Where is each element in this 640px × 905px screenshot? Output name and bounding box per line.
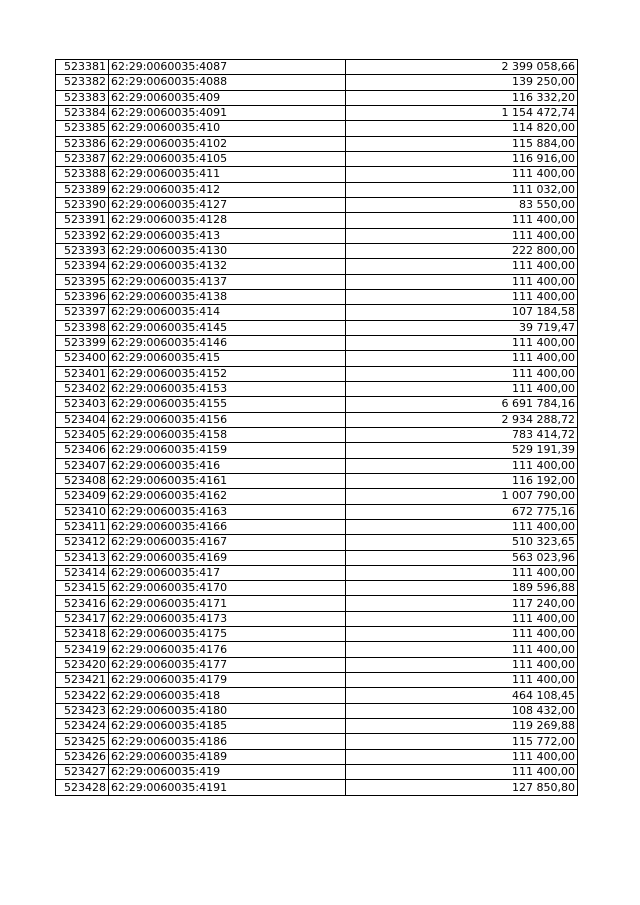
row-number-cell: 523409 [56,489,109,504]
cadastral-number-cell: 62:29:0060035:4176 [109,642,346,657]
value-cell: 111 400,00 [346,335,578,350]
cadastral-number-cell: 62:29:0060035:4159 [109,443,346,458]
value-cell: 117 240,00 [346,596,578,611]
value-cell: 139 250,00 [346,75,578,90]
row-number-cell: 523389 [56,182,109,197]
cadastral-number-cell: 62:29:0060035:412 [109,182,346,197]
table-row [56,596,578,611]
table-row [56,443,578,458]
row-number-cell: 523398 [56,320,109,335]
cadastral-number-cell: 62:29:0060035:4191 [109,780,346,795]
row-number-cell: 523395 [56,274,109,289]
cadastral-number-cell: 62:29:0060035:4132 [109,259,346,274]
table-row [56,274,578,289]
row-number-cell: 523411 [56,519,109,534]
value-cell: 783 414,72 [346,427,578,442]
value-cell: 111 400,00 [346,274,578,289]
table-row [56,182,578,197]
table-row [56,320,578,335]
cadastral-number-cell: 62:29:0060035:4180 [109,703,346,718]
row-number-cell: 523424 [56,719,109,734]
cadastral-number-cell: 62:29:0060035:4177 [109,657,346,672]
table-row [56,719,578,734]
cadastral-number-cell: 62:29:0060035:4127 [109,197,346,212]
value-cell: 111 400,00 [346,749,578,764]
table-row [56,734,578,749]
cadastral-number-cell: 62:29:0060035:4170 [109,581,346,596]
table-row [56,243,578,258]
cadastral-number-cell: 62:29:0060035:4171 [109,596,346,611]
cadastral-number-cell: 62:29:0060035:415 [109,351,346,366]
value-cell: 115 884,00 [346,136,578,151]
row-number-cell: 523397 [56,305,109,320]
cadastral-number-cell: 62:29:0060035:4105 [109,151,346,166]
row-number-cell: 523383 [56,90,109,105]
table-row [56,535,578,550]
value-cell: 563 023,96 [346,550,578,565]
value-cell: 111 400,00 [346,519,578,534]
value-cell: 116 916,00 [346,151,578,166]
value-cell: 111 400,00 [346,627,578,642]
table-row [56,550,578,565]
table-row [56,565,578,580]
value-cell: 222 800,00 [346,243,578,258]
row-number-cell: 523399 [56,335,109,350]
value-cell: 111 400,00 [346,458,578,473]
cadastral-number-cell: 62:29:0060035:4145 [109,320,346,335]
table-row [56,381,578,396]
cadastral-number-cell: 62:29:0060035:4153 [109,381,346,396]
value-cell: 111 400,00 [346,289,578,304]
table-row [56,627,578,642]
value-cell: 116 192,00 [346,473,578,488]
row-number-cell: 523420 [56,657,109,672]
value-cell: 2 934 288,72 [346,412,578,427]
table-row [56,151,578,166]
table-row [56,305,578,320]
row-number-cell: 523385 [56,121,109,136]
row-number-cell: 523418 [56,627,109,642]
cadastral-number-cell: 62:29:0060035:4179 [109,673,346,688]
row-number-cell: 523408 [56,473,109,488]
value-cell: 464 108,45 [346,688,578,703]
cadastral-number-cell: 62:29:0060035:419 [109,765,346,780]
table-row [56,289,578,304]
cadastral-number-cell: 62:29:0060035:4137 [109,274,346,289]
row-number-cell: 523428 [56,780,109,795]
cadastral-number-cell: 62:29:0060035:417 [109,565,346,580]
table-row [56,642,578,657]
row-number-cell: 523394 [56,259,109,274]
row-number-cell: 523384 [56,105,109,120]
row-number-cell: 523396 [56,289,109,304]
value-cell: 111 400,00 [346,673,578,688]
value-cell: 39 719,47 [346,320,578,335]
cadastral-number-cell: 62:29:0060035:4152 [109,366,346,381]
cadastral-number-cell: 62:29:0060035:4161 [109,473,346,488]
cadastral-number-cell: 62:29:0060035:4130 [109,243,346,258]
cadastral-number-cell: 62:29:0060035:4155 [109,397,346,412]
value-cell: 111 400,00 [346,366,578,381]
cadastral-number-cell: 62:29:0060035:4156 [109,412,346,427]
row-number-cell: 523392 [56,228,109,243]
table-row [56,765,578,780]
row-number-cell: 523388 [56,167,109,182]
table-row [56,519,578,534]
cadastral-number-cell: 62:29:0060035:4102 [109,136,346,151]
table-row [56,60,578,75]
table-row [56,703,578,718]
cadastral-number-cell: 62:29:0060035:4138 [109,289,346,304]
value-cell: 108 432,00 [346,703,578,718]
table-row [56,397,578,412]
table-row [56,197,578,212]
table-row [56,335,578,350]
table-row [56,489,578,504]
value-cell: 529 191,39 [346,443,578,458]
cadastral-number-cell: 62:29:0060035:409 [109,90,346,105]
row-number-cell: 523387 [56,151,109,166]
row-number-cell: 523415 [56,581,109,596]
row-number-cell: 523391 [56,213,109,228]
value-cell: 672 775,16 [346,504,578,519]
cadastral-number-cell: 62:29:0060035:413 [109,228,346,243]
table-row [56,259,578,274]
row-number-cell: 523423 [56,703,109,718]
table-row [56,688,578,703]
row-number-cell: 523416 [56,596,109,611]
value-cell: 1 007 790,00 [346,489,578,504]
cadastral-number-cell: 62:29:0060035:418 [109,688,346,703]
row-number-cell: 523421 [56,673,109,688]
table-body [56,60,578,796]
row-number-cell: 523406 [56,443,109,458]
value-cell: 111 400,00 [346,351,578,366]
table-row [56,581,578,596]
row-number-cell: 523410 [56,504,109,519]
cadastral-number-cell: 62:29:0060035:4169 [109,550,346,565]
value-cell: 510 323,65 [346,535,578,550]
table-row [56,657,578,672]
value-cell: 189 596,88 [346,581,578,596]
value-cell: 111 400,00 [346,213,578,228]
table-row [56,105,578,120]
cadastral-number-cell: 62:29:0060035:4158 [109,427,346,442]
cadastral-number-cell: 62:29:0060035:4173 [109,611,346,626]
value-cell: 111 400,00 [346,259,578,274]
value-cell: 111 400,00 [346,565,578,580]
row-number-cell: 523407 [56,458,109,473]
cadastral-number-cell: 62:29:0060035:4162 [109,489,346,504]
row-number-cell: 523413 [56,550,109,565]
cadastral-number-cell: 62:29:0060035:4186 [109,734,346,749]
table-row [56,366,578,381]
table-row [56,75,578,90]
table-row [56,427,578,442]
value-cell: 111 400,00 [346,381,578,396]
row-number-cell: 523417 [56,611,109,626]
value-cell: 119 269,88 [346,719,578,734]
row-number-cell: 523390 [56,197,109,212]
row-number-cell: 523401 [56,366,109,381]
value-cell: 116 332,20 [346,90,578,105]
value-cell: 111 400,00 [346,642,578,657]
value-cell: 83 550,00 [346,197,578,212]
value-cell: 6 691 784,16 [346,397,578,412]
table-row [56,473,578,488]
cadastral-number-cell: 62:29:0060035:4175 [109,627,346,642]
table-row [56,412,578,427]
table-row [56,90,578,105]
cadastral-number-cell: 62:29:0060035:4163 [109,504,346,519]
row-number-cell: 523414 [56,565,109,580]
table-row [56,780,578,795]
value-cell: 127 850,80 [346,780,578,795]
cadastral-number-cell: 62:29:0060035:4189 [109,749,346,764]
value-cell: 111 400,00 [346,167,578,182]
row-number-cell: 523405 [56,427,109,442]
row-number-cell: 523382 [56,75,109,90]
table-row [56,673,578,688]
value-cell: 111 400,00 [346,657,578,672]
row-number-cell: 523425 [56,734,109,749]
value-cell: 111 032,00 [346,182,578,197]
cadastral-value-table [55,59,578,796]
value-cell: 107 184,58 [346,305,578,320]
row-number-cell: 523422 [56,688,109,703]
table-row [56,749,578,764]
row-number-cell: 523404 [56,412,109,427]
row-number-cell: 523386 [56,136,109,151]
cadastral-number-cell: 62:29:0060035:414 [109,305,346,320]
cadastral-number-cell: 62:29:0060035:410 [109,121,346,136]
table-row [56,121,578,136]
value-cell: 115 772,00 [346,734,578,749]
cadastral-number-cell: 62:29:0060035:4091 [109,105,346,120]
table-row [56,504,578,519]
value-cell: 111 400,00 [346,765,578,780]
row-number-cell: 523412 [56,535,109,550]
row-number-cell: 523381 [56,60,109,75]
value-cell: 114 820,00 [346,121,578,136]
table-row [56,228,578,243]
cadastral-number-cell: 62:29:0060035:4146 [109,335,346,350]
row-number-cell: 523419 [56,642,109,657]
row-number-cell: 523393 [56,243,109,258]
table-row [56,351,578,366]
table-row [56,458,578,473]
table-row [56,167,578,182]
cadastral-number-cell: 62:29:0060035:411 [109,167,346,182]
table-row [56,136,578,151]
cadastral-number-cell: 62:29:0060035:4087 [109,60,346,75]
cadastral-number-cell: 62:29:0060035:416 [109,458,346,473]
cadastral-number-cell: 62:29:0060035:4185 [109,719,346,734]
table-row [56,611,578,626]
row-number-cell: 523403 [56,397,109,412]
cadastral-number-cell: 62:29:0060035:4128 [109,213,346,228]
table-row [56,213,578,228]
value-cell: 111 400,00 [346,611,578,626]
value-cell: 1 154 472,74 [346,105,578,120]
row-number-cell: 523400 [56,351,109,366]
value-cell: 111 400,00 [346,228,578,243]
row-number-cell: 523426 [56,749,109,764]
cadastral-number-cell: 62:29:0060035:4167 [109,535,346,550]
row-number-cell: 523402 [56,381,109,396]
cadastral-number-cell: 62:29:0060035:4166 [109,519,346,534]
cadastral-number-cell: 62:29:0060035:4088 [109,75,346,90]
row-number-cell: 523427 [56,765,109,780]
value-cell: 2 399 058,66 [346,60,578,75]
